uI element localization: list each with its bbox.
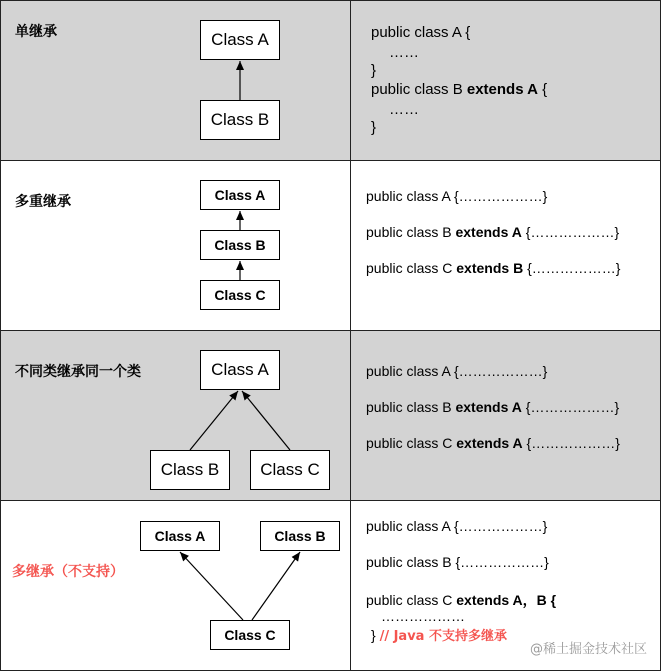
class-a-box: Class A bbox=[200, 180, 280, 210]
code-line: …… bbox=[389, 44, 419, 61]
row-title: 不同类继承同一个类 bbox=[15, 364, 141, 380]
row-title: 单继承 bbox=[15, 24, 57, 40]
code-line: } bbox=[371, 62, 377, 79]
class-c-box: Class C bbox=[210, 620, 290, 650]
row-title: 多重继承 bbox=[15, 194, 71, 210]
code-cell bbox=[351, 160, 661, 330]
watermark: @稀土掘金技术社区 bbox=[529, 642, 647, 657]
code-line: …… bbox=[389, 101, 419, 118]
diagram-cell bbox=[0, 500, 351, 671]
row-divider bbox=[0, 500, 661, 501]
code-line: ……………… bbox=[381, 608, 465, 624]
code-line: public class A {………………} bbox=[366, 363, 548, 379]
code-line: public class B extends A { bbox=[371, 81, 548, 98]
class-a-box: Class A bbox=[200, 20, 280, 60]
class-b-box: Class B bbox=[200, 230, 280, 260]
column-divider bbox=[350, 0, 351, 671]
class-c-box: Class C bbox=[200, 280, 280, 310]
class-b-box: Class B bbox=[260, 521, 340, 551]
diagram-cell bbox=[0, 330, 351, 500]
code-line: public class A { bbox=[371, 24, 471, 41]
code-line: public class C extends A {………………} bbox=[366, 435, 620, 451]
code-line: public class B extends A {………………} bbox=[366, 399, 620, 415]
class-b-box: Class B bbox=[150, 450, 230, 490]
diagram-cell bbox=[0, 160, 351, 330]
class-c-box: Class C bbox=[250, 450, 330, 490]
code-line: public class B extends A {………………} bbox=[366, 224, 620, 240]
diagram-cell bbox=[0, 0, 351, 160]
row-multilevel-inheritance bbox=[0, 160, 661, 330]
code-line: public class A {………………} bbox=[366, 518, 548, 534]
code-line: } // Java 不支持多继承 bbox=[371, 627, 507, 644]
code-cell bbox=[351, 330, 661, 500]
class-a-box: Class A bbox=[200, 350, 280, 390]
code-cell bbox=[351, 0, 661, 160]
row-divider bbox=[0, 160, 661, 161]
class-a-box: Class A bbox=[140, 521, 220, 551]
code-line: public class C extends B {………………} bbox=[366, 260, 621, 276]
row-title: 多继承（不支持） bbox=[12, 564, 124, 580]
code-line: public class B {………………} bbox=[366, 554, 549, 570]
row-divider bbox=[0, 330, 661, 331]
class-b-box: Class B bbox=[200, 100, 280, 140]
code-line: } bbox=[371, 119, 377, 136]
row-hierarchical-inheritance bbox=[0, 330, 661, 500]
code-comment: // Java 不支持多继承 bbox=[379, 629, 507, 644]
code-line: public class A {………………} bbox=[366, 188, 548, 204]
row-single-inheritance bbox=[0, 0, 661, 160]
code-line: public class C extends A，B { bbox=[366, 592, 557, 608]
